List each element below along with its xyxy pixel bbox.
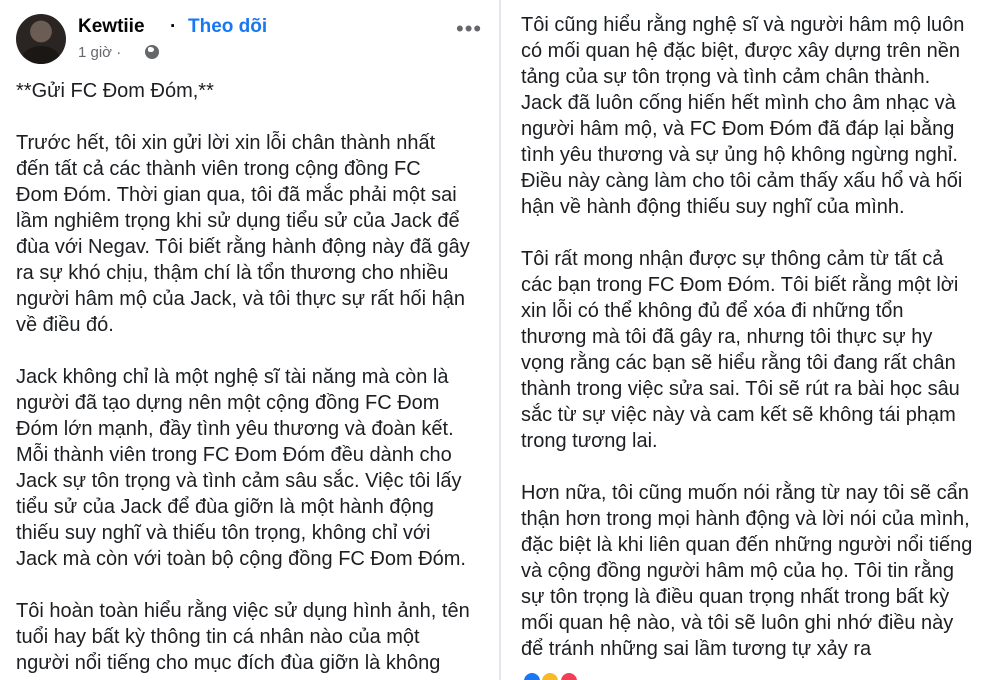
post-right-panel bbox=[501, 0, 1000, 680]
author-name[interactable]: Kewtiie bbox=[78, 16, 145, 37]
post-paragraph-6: Hơn nữa, tôi cũng muốn nói rằng từ nay tôi sẽ cẩn thận hơn trong mọi hành động và lời nói của mình, đặc biệt là khi liên quan đến những người nổi tiếng và cộng đồng người hâm mộ của họ. Tôi tin rằng sự tôn trọng là điều quan trọng nhất trong bất kỳ mối quan hệ nào, và tôi sẽ luôn ghi nhớ điều này để tránh những sai lầm tương tự xảy ra bbox=[521, 482, 973, 660]
globe-icon bbox=[145, 45, 159, 59]
haha-reaction-icon bbox=[541, 672, 559, 680]
more-horizontal-icon[interactable]: ••• bbox=[456, 16, 483, 41]
post-timestamp[interactable]: 1 giờ · bbox=[78, 44, 122, 61]
header-separator: · bbox=[170, 16, 177, 37]
like-reaction-icon bbox=[523, 672, 541, 680]
author-avatar[interactable] bbox=[16, 14, 66, 64]
love-reaction-icon bbox=[560, 672, 578, 680]
post-paragraph-2: Jack không chỉ là một nghệ sĩ tài năng mà còn là người đã tạo dựng nên một cộng đồng FC Đom Đóm lớn mạnh, đầy tình yêu thương và đoàn kết. Mỗi thành viên trong FC Đom Đóm đều dành cho Jack sự tôn trọng và tình cảm sâu sắc. Việc tôi lấy tiểu sử của Jack để đùa giỡn là một hành động thiếu suy nghĩ và thiếu tôn trọng, không chỉ với Jack mà còn với toàn bộ cộng đồng FC Đom Đóm. bbox=[16, 366, 466, 570]
follow-button[interactable]: Theo dõi bbox=[188, 16, 268, 37]
post-paragraph-3: Tôi hoàn toàn hiểu rằng việc sử dụng hình ảnh, tên tuổi hay bất kỳ thông tin cá nhân nào của một người nổi tiếng cho mục đích đùa giỡn là không bbox=[16, 600, 470, 674]
post-paragraph-5: Tôi rất mong nhận được sự thông cảm từ tất cả các bạn trong FC Đom Đóm. Tôi biết rằng một lời xin lỗi có thể không đủ để xóa đi những tổn thương mà tôi đã gây ra, nhưng tôi thực sự hy vọng rằng các bạn sẽ hiểu rằng tôi đang rất chân thành trong việc sửa sai. Tôi sẽ rút ra bài học sâu sắc từ sự việc này và cam kết sẽ không tái phạm trong tương lai. bbox=[521, 248, 960, 452]
post-header bbox=[16, 10, 486, 68]
post-paragraph-1: Trước hết, tôi xin gửi lời xin lỗi chân thành nhất đến tất cả các thành viên trong cộng đồng FC Đom Đóm. Thời gian qua, tôi đã mắc phải một sai lầm nghiêm trọng khi sử dụng tiểu sử của Jack để đùa với Negav. Tôi biết rằng hành động này đã gây ra sự khó chịu, thậm chí là tổn thương cho nhiều người hâm mộ của Jack, và tôi thực sự rất hối hận về điều đó. bbox=[16, 132, 470, 336]
post-greeting: **Gửi FC Đom Đóm,** bbox=[16, 80, 214, 102]
reactions-bar[interactable] bbox=[523, 672, 574, 680]
post-paragraph-4: Tôi cũng hiểu rằng nghệ sĩ và người hâm mộ luôn có mối quan hệ đặc biệt, được xây dựng trên nền tảng của sự tôn trọng và tình cảm chân thành. Jack đã luôn cống hiến hết mình cho âm nhạc và người hâm mộ, và FC Đom Đóm đã đáp lại bằng tình yêu thương và sự ủng hộ không ngừng nghỉ. Điều này càng làm cho tôi cảm thấy xấu hổ và hối hận về hành động thiếu suy nghĩ của mình. bbox=[521, 14, 965, 218]
post-left-panel bbox=[0, 0, 499, 680]
